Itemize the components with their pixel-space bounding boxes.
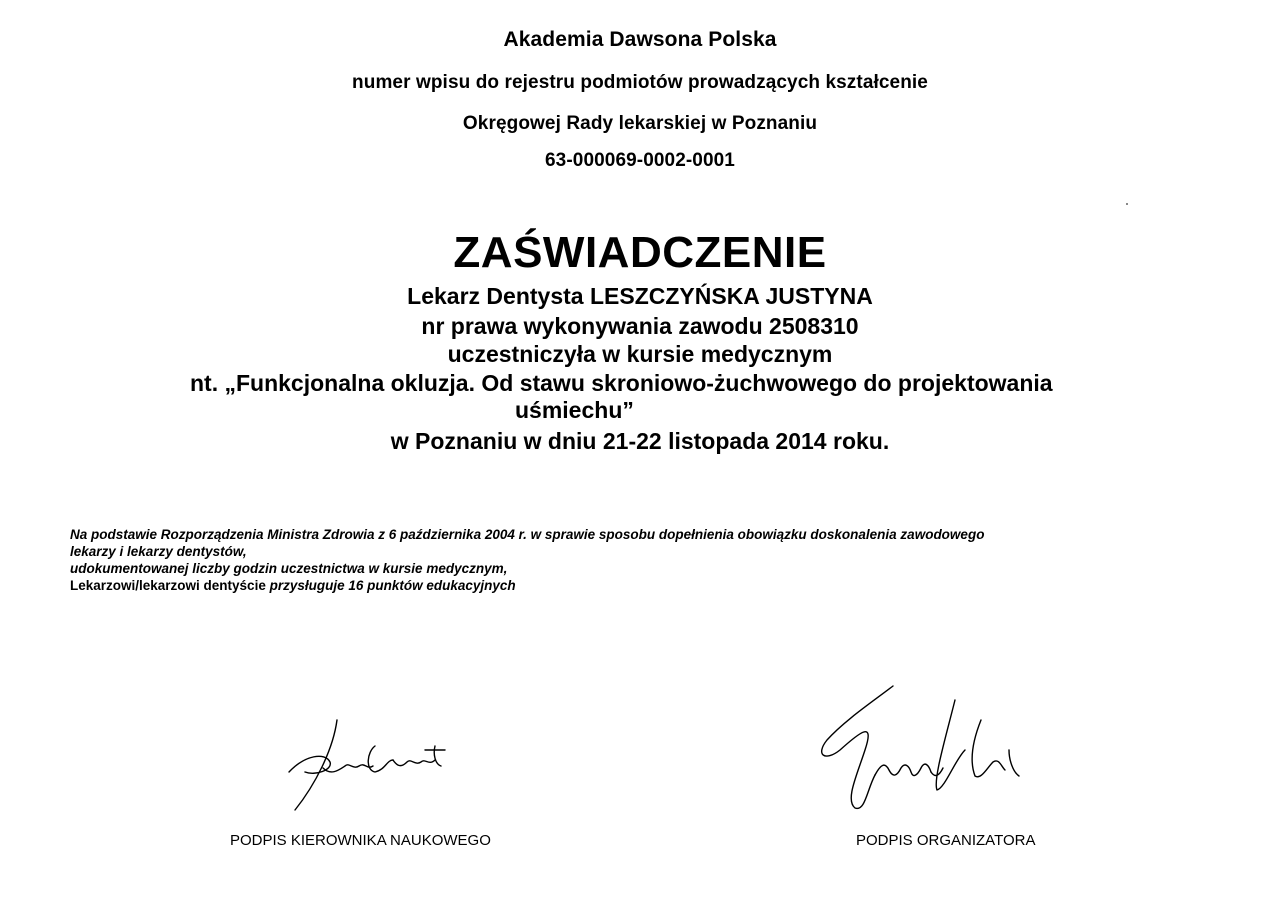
recipient-line: Lekarz Dentysta LESZCZYŃSKA JUSTYNA	[407, 283, 873, 309]
legal-line-3: udokumentowanej liczby godzin uczestnictwa w kursie medycznym,	[70, 561, 508, 576]
council-line: Okręgowej Rady lekarskiej w Poznaniu	[462, 113, 818, 134]
legal-line-2: lekarzy i lekarzy dentystów,	[70, 544, 247, 559]
scientific-director-signature-label: PODPIS KIEROWNIKA NAUKOWEGO	[230, 832, 491, 849]
scan-speck	[1126, 203, 1128, 205]
course-topic-line-1: nt. „Funkcjonalna okluzja. Od stawu skroniowo-żuchwowego do projektowania	[190, 370, 1053, 396]
legal-basis-paragraph	[70, 526, 1200, 594]
certificate-title: ZAŚWIADCZENIE	[453, 228, 827, 277]
organizer-signature-label: PODPIS ORGANIZATORA	[856, 832, 1036, 849]
legal-line-4-regular: Lekarzowi/lekarzowi dentyście	[70, 578, 270, 593]
registry-line: numer wpisu do rejestru podmiotów prowadzących kształcenie	[352, 72, 928, 93]
organizer-signature	[805, 680, 1035, 820]
scientific-director-signature	[275, 710, 460, 820]
participation-line: uczestniczyła w kursie medycznym	[447, 341, 833, 367]
legal-line-1: Na podstawie Rozporządzenia Ministra Zdrowia z 6 października 2004 r. w sprawie sposobu dopełnienia obowiązku doskonalenia zawodowego	[70, 527, 985, 542]
institution-name: Akademia Dawsona Polska	[503, 28, 777, 51]
date-line: w Poznaniu w dniu 21-22 listopada 2014 roku.	[390, 428, 890, 454]
course-topic-line-2: uśmiechu”	[515, 397, 634, 423]
legal-line-4	[70, 577, 1200, 594]
license-line: nr prawa wykonywania zawodu 2508310	[421, 313, 859, 339]
registry-number: 63-000069-0002-0001	[545, 150, 735, 171]
legal-line-4-italic: przysługuje 16 punktów edukacyjnych	[269, 578, 516, 593]
